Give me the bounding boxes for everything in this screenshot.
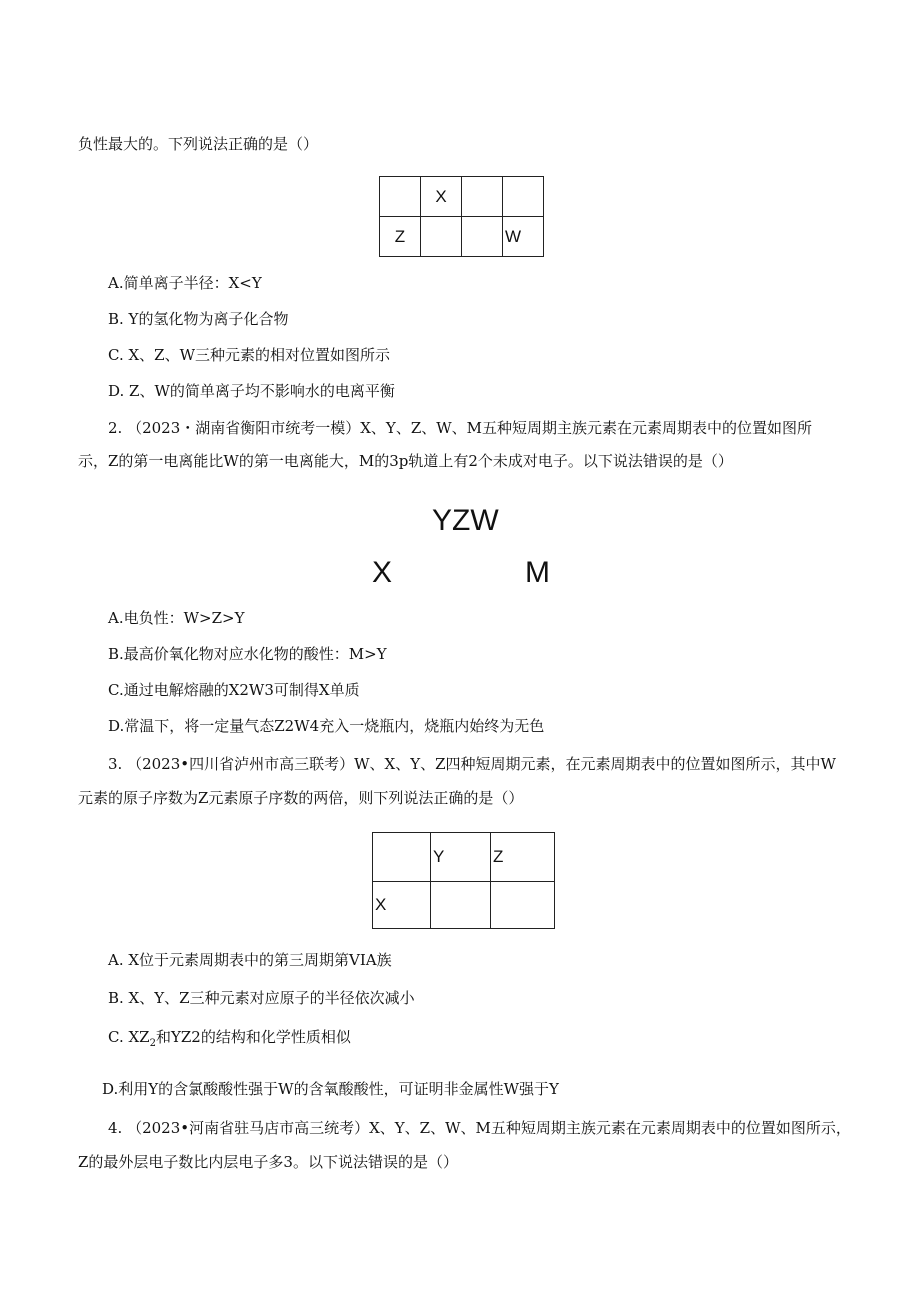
q3-cell xyxy=(491,882,555,929)
q2-option-d: D.常温下，将一定量气态Z2W4充入一烧瓶内，烧瓶内始终为无色 xyxy=(108,717,545,735)
q3-option-d: D.利用Y的含氯酸酸性强于W的含氧酸酸性，可证明非金属性W强于Y xyxy=(102,1080,559,1098)
q3-cell xyxy=(431,882,491,929)
q4-stem-line1: 4. （2023•河南省驻马店市高三统考）X、Y、Z、W、M五种短周期主族元素在元素周期表中的位置如图所示， xyxy=(108,1119,851,1137)
q1-cell xyxy=(421,217,462,257)
q2-figure-x: X xyxy=(372,556,393,589)
q1-cell xyxy=(503,177,544,217)
q1-option-d: D. Z、W的简单离子均不影响水的电离平衡 xyxy=(108,382,395,400)
q3-stem-line2: 元素的原子序数为Z元素原子序数的两倍，则下列说法正确的是（） xyxy=(78,789,524,807)
q3-option-c-pre: C. XZ xyxy=(108,1028,150,1046)
q1-cell: W xyxy=(503,217,544,257)
q3-option-c-sub: 2 xyxy=(149,1038,156,1049)
q2-stem-line2: 示，Z的第一电离能比W的第一电离能大，M的3p轨道上有2个未成对电子。以下说法错误的是（） xyxy=(78,452,733,470)
q2-stem-line1: 2. （2023・湖南省衡阳市统考一模）X、Y、Z、W、M五种短周期主族元素在元素周期表中的位置如图所 xyxy=(108,419,813,437)
q3-cell: Z xyxy=(491,833,555,882)
q1-option-a: A.简单离子半径：X<Y xyxy=(108,274,262,292)
q1-cell xyxy=(462,217,503,257)
q3-option-b: B. X、Y、Z三种元素对应原子的半径依次减小 xyxy=(108,989,415,1007)
q4-stem-line2: Z的最外层电子数比内层电子多3。以下说法错误的是（） xyxy=(78,1153,458,1171)
q1-periodic-table xyxy=(379,176,544,257)
q2-figure-m: M xyxy=(525,556,550,589)
q1-cell: X xyxy=(421,177,462,217)
q1-option-c: C. X、Z、W三种元素的相对位置如图所示 xyxy=(108,346,390,364)
q2-option-c: C.通过电解熔融的X2W3可制得X单质 xyxy=(108,681,360,699)
q3-cell xyxy=(373,833,431,882)
q3-cell: X xyxy=(373,882,431,929)
q1-option-b: B. Y的氢化物为离子化合物 xyxy=(108,310,289,328)
q1-cell: Z xyxy=(380,217,421,257)
q3-option-a: A. X位于元素周期表中的第三周期第VIA族 xyxy=(108,951,392,969)
q3-cell: Y xyxy=(431,833,491,882)
q3-option-c xyxy=(108,1027,351,1054)
q3-stem-line1: 3. （2023•四川省泸州市高三联考）W、X、Y、Z四种短周期元素，在元素周期表中的位置如图所示，其中W xyxy=(108,755,836,773)
q1-cell xyxy=(380,177,421,217)
q2-option-b: B.最高价氧化物对应水化物的酸性：M>Y xyxy=(108,645,387,663)
q2-option-a: A.电负性：W>Z>Y xyxy=(108,609,245,627)
q1-tail-text: 负性最大的。下列说法正确的是（） xyxy=(78,135,319,153)
q2-figure-row1: YZW xyxy=(432,504,499,537)
q1-cell xyxy=(462,177,503,217)
q3-periodic-table xyxy=(372,832,555,929)
q3-option-c-post: 和YZ2的结构和化学性质相似 xyxy=(155,1028,351,1046)
